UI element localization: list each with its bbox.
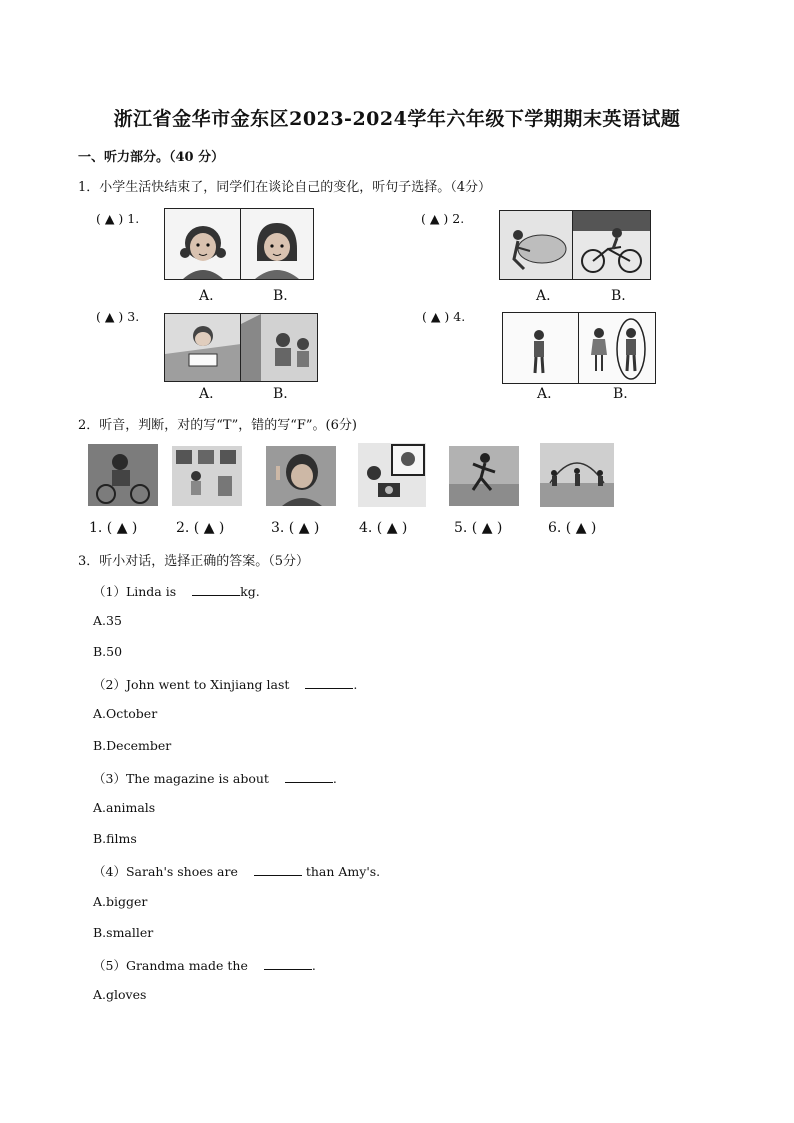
q2-item-6-label: 6. ( ▲ ) bbox=[548, 520, 597, 536]
q1-item-4-picture-b bbox=[578, 312, 656, 384]
q3-question-2-option-b: B.December bbox=[93, 738, 172, 753]
q1-item-3-option-b: B. bbox=[273, 386, 288, 402]
q3-question-1-option-b: B.50 bbox=[93, 644, 123, 659]
q1-item-4-picture-a bbox=[502, 312, 580, 384]
q1-item-1-option-b: B. bbox=[273, 288, 288, 304]
q3-question-3-option-b: B.films bbox=[93, 831, 137, 846]
girl-long-hair-illustration bbox=[165, 209, 241, 279]
q2-picture-3 bbox=[266, 446, 336, 506]
q1-item-4-label: ( ▲ ) 4. bbox=[422, 309, 466, 324]
q3-question-1 bbox=[93, 582, 260, 600]
q2-item-4-label: 4. ( ▲ ) bbox=[359, 520, 408, 536]
q1-item-1-picture-b bbox=[240, 208, 314, 280]
q3-question-2 bbox=[93, 675, 357, 693]
person-with-cow-illustration bbox=[500, 211, 573, 279]
person-running-photo bbox=[449, 446, 519, 506]
q2-picture-1 bbox=[88, 444, 158, 506]
children-skipping-rope-photo bbox=[540, 443, 614, 507]
q3-question-1-option-a: A.35 bbox=[93, 613, 122, 628]
q3-question-4-tail: than Amy's. bbox=[305, 864, 381, 879]
page-title: 浙江省金华市金东区2023-2024学年六年级下学期期末英语试题 bbox=[113, 108, 681, 130]
q2-picture-4 bbox=[358, 443, 426, 507]
q2-picture-6 bbox=[540, 443, 614, 507]
q1-item-1-picture-a bbox=[164, 208, 242, 280]
single-boy-standing-illustration bbox=[503, 313, 579, 383]
q1-instruction: 1．小学生活快结束了，同学们在谈论自己的变化，听句子选择。（4分） bbox=[78, 180, 492, 195]
child-in-museum-photo bbox=[172, 446, 242, 506]
q1-item-3-picture-b bbox=[240, 313, 318, 382]
q3-question-2-stem: （2）John went to Xinjiang last bbox=[93, 677, 290, 692]
q3-question-1-tail: kg. bbox=[240, 584, 260, 599]
girl-short-hair-illustration bbox=[241, 209, 313, 279]
q3-question-5-stem: （5）Grandma made the bbox=[93, 958, 248, 973]
q1-item-2-option-b: B. bbox=[611, 288, 626, 304]
q1-item-2-label: ( ▲ ) 2. bbox=[421, 211, 465, 226]
q1-item-4-option-b: B. bbox=[613, 386, 628, 402]
q3-question-4-option-a: A.bigger bbox=[93, 894, 148, 909]
q2-instruction: 2．听音，判断，对的写“T”，错的写“F”。(6分) bbox=[78, 418, 357, 433]
q1-item-1-label: ( ▲ ) 1. bbox=[96, 211, 140, 226]
photographer-with-camera-photo bbox=[358, 443, 426, 507]
two-children-circled-illustration bbox=[579, 313, 655, 383]
answer-blank bbox=[254, 864, 302, 876]
answer-blank bbox=[192, 584, 240, 596]
q1-item-2-option-a: A. bbox=[536, 288, 551, 304]
q3-question-4-stem: （4）Sarah's shoes are bbox=[93, 864, 238, 879]
q1-item-3-option-a: A. bbox=[199, 386, 214, 402]
children-in-library-illustration bbox=[241, 314, 317, 381]
q1-item-1-option-a: A. bbox=[199, 288, 214, 304]
answer-blank bbox=[305, 677, 353, 689]
q2-picture-2 bbox=[172, 446, 242, 506]
q1-item-2-picture-b bbox=[572, 210, 651, 280]
q3-question-3-tail: . bbox=[332, 771, 337, 786]
q1-item-3-picture-a bbox=[164, 313, 242, 382]
answer-blank bbox=[264, 958, 312, 970]
q2-picture-5 bbox=[449, 446, 519, 506]
q3-question-2-tail: . bbox=[353, 677, 358, 692]
q3-instruction: 3．听小对话，选择正确的答案。（5分） bbox=[78, 554, 310, 569]
q3-question-4-option-b: B.smaller bbox=[93, 925, 154, 940]
q3-question-3-option-a: A.animals bbox=[93, 800, 156, 815]
q3-question-5-tail: . bbox=[311, 958, 316, 973]
boy-riding-bike-photo bbox=[88, 444, 158, 506]
q2-item-5-label: 5. ( ▲ ) bbox=[454, 520, 503, 536]
q3-question-4 bbox=[93, 862, 380, 880]
q1-item-3-label: ( ▲ ) 3. bbox=[96, 309, 140, 324]
q1-item-2-picture-a bbox=[499, 210, 574, 280]
q3-question-3 bbox=[93, 769, 337, 787]
girl-pointing-photo bbox=[266, 446, 336, 506]
q3-question-5 bbox=[93, 956, 316, 974]
q2-item-3-label: 3. ( ▲ ) bbox=[271, 520, 320, 536]
q3-question-1-stem: （1）Linda is bbox=[93, 584, 177, 599]
q3-question-5-option-a: A.gloves bbox=[93, 987, 147, 1002]
boy-riding-bike-illustration bbox=[573, 211, 650, 279]
q3-question-3-stem: （3）The magazine is about bbox=[93, 771, 269, 786]
q1-item-4-option-a: A. bbox=[537, 386, 552, 402]
q3-question-2-option-a: A.October bbox=[93, 706, 158, 721]
q2-item-2-label: 2. ( ▲ ) bbox=[176, 520, 225, 536]
section-heading: 一、听力部分。（40 分） bbox=[78, 150, 225, 165]
q2-item-1-label: 1. ( ▲ ) bbox=[89, 520, 138, 536]
answer-blank bbox=[285, 771, 333, 783]
child-reading-at-desk-illustration bbox=[165, 314, 241, 381]
